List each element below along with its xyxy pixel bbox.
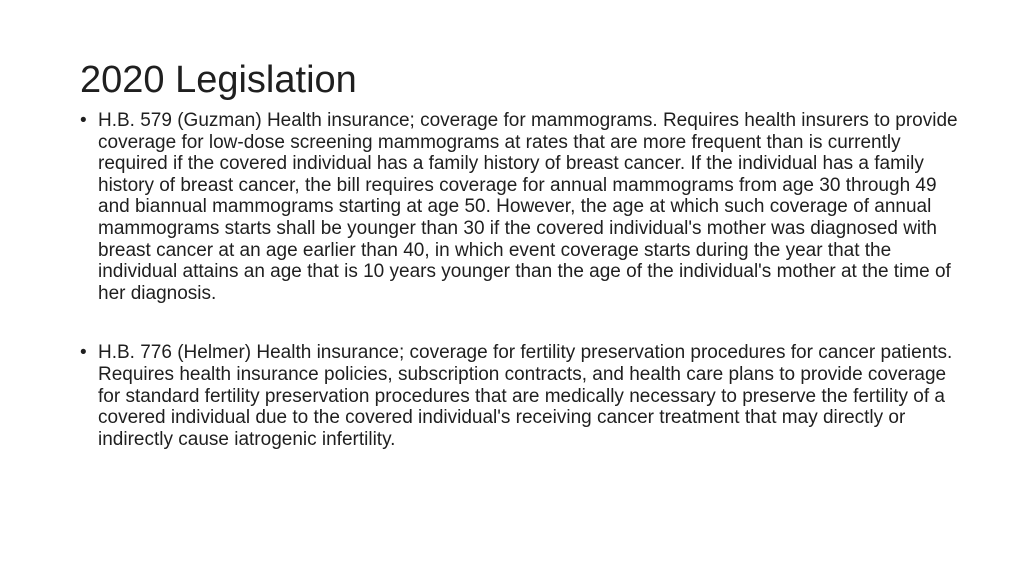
slide-title: 2020 Legislation (80, 59, 357, 101)
bullet-text: H.B. 776 (Helmer) Health insurance; coverage for fertility preservation procedures for cancer patients. Requires health insurance policies, subscription contracts, and health care plans to provide coverage for standard fertility preservation procedures that are medically necessary to preserve the fertility of a covered individual due to the covered individual's receiving cancer treatment that may directly or indirectly cause iatrogenic infertility. (98, 342, 953, 450)
bullet-text: H.B. 579 (Guzman) Health insurance; coverage for mammograms. Requires health insurers to provide coverage for low-dose screening mammograms at rates that are more frequent than is currently required if the covered individual has a family history of breast cancer. If the individual has a family history of breast cancer, the bill requires coverage for annual mammograms from age 30 through 49 and biannual mammograms starting at age 50. However, the age at which such coverage of annual mammograms starts shall be younger than 30 if the covered individual's mother was diagnosed with breast cancer at an age earlier than 40, in which event coverage starts during the year that the individual attains an age that is 10 years younger than the age of the individual's mother at the time of her diagnosis. (98, 110, 958, 304)
bullet-dot-icon: • (80, 110, 87, 131)
bullet-dot-icon: • (80, 342, 87, 364)
bullet-item-hb-776 (80, 342, 960, 450)
bullet-item-hb-579 (80, 110, 960, 304)
bullet-list (80, 110, 960, 450)
